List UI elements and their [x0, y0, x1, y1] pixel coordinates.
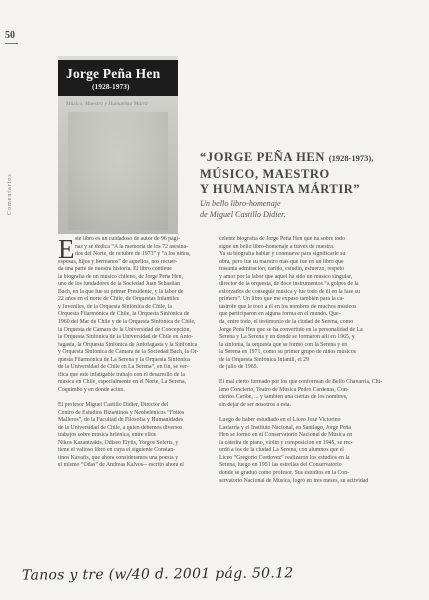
text-line: Lastarria y el Instituto Nacional, en Santiago, Jorge Peña: [219, 424, 351, 431]
text-line: de la Orquesta Sinfónica Infantil, el 29: [219, 356, 309, 363]
text-line: la Orquesta de Cámara de la Universidad de Concepción,: [58, 326, 191, 333]
text-line: y amor por la labor que aquel ha sido un músico singular,: [219, 273, 353, 280]
text-line: Orquesta Filarmónica de Chile, la Orquesta Sinfónica de: [58, 311, 190, 318]
text-line: la sinfonía, la orquesta que se formó con la Serena y en: [219, 341, 348, 348]
text-line: Serena, luego en 1951 las estrellas del Conservatorio: [219, 462, 342, 469]
cover-portrait-photo: [68, 112, 168, 230]
article-title: [200, 150, 420, 198]
text-line: El profesor Miguel Castillo Didier, Director del: [58, 402, 169, 409]
right-column-paragraph-3: [219, 417, 385, 485]
text-line: questa Filarmónica de La Serena y la Orquesta Sinfónica: [58, 356, 190, 363]
text-line: de la Universidad de Chile en La Serena”, en fin, se ver-: [58, 364, 189, 371]
article-title-line-2: MÚSICO, MAESTRO: [200, 166, 330, 181]
text-line: tiene el valioso libro en cuya el siguiente Constan-: [58, 447, 176, 454]
text-line: obra, pero fue su maestro más que fue en un libro que: [219, 258, 344, 265]
drop-cap: E: [58, 234, 75, 264]
text-line: Serena y La Serena y en donde se formaron allí en 1965, y: [219, 334, 355, 341]
text-line: El mal cierto formado por los que conforman de Bello Chavarría, Chi-: [219, 379, 383, 386]
cover-years: (1928-1973): [92, 82, 130, 91]
text-line: Luego de haber estudiado en el Liceo José Victorino: [219, 417, 341, 424]
text-line: la Serena en 1971, como su primer grupo de niños músicos: [219, 349, 357, 356]
text-line: celente biografía de Jorge Peña Hen que ha sobre todo: [219, 236, 345, 242]
text-line: sigue un bello libro-homenaje a través de nuestra.: [219, 243, 335, 250]
text-line: Centro de Estudios Bizantinos y Neohelénicos “Fotios: [58, 409, 185, 416]
right-column: [219, 236, 385, 485]
text-line: nas y se dedica “A la memoria de los 72 asesina-: [75, 243, 189, 250]
text-line: donde se graduó como profesor. Sus estudios en la Con-: [219, 469, 350, 476]
article-title-years: (1928-1973),: [328, 153, 374, 163]
text-line: esposas, hijos y hermanos” de aquellos, nos recuer-: [58, 258, 178, 265]
left-column-paragraph-1: [58, 236, 212, 394]
text-line: sin dejar de ser nosotros a esta.: [219, 402, 291, 409]
right-column-paragraph-2: [219, 379, 385, 409]
text-line: da, entre todo, el testimonio de la ciudad de Serena, como: [219, 319, 354, 326]
text-line: 1960 del Mar de Chile y de la Orquesta Sinfónica de Chile,: [58, 319, 196, 326]
text-line: Bach, en la que fue su primer Presidente, y la labor de: [58, 288, 184, 295]
text-line: Malleros”, de la Facultad de Filosofía y Humanidades: [58, 417, 184, 424]
page-number-rule: [5, 43, 18, 44]
article-title-line-3: Y HUMANISTA MÁRTIR”: [200, 182, 361, 196]
section-label: Comentarios: [7, 173, 13, 215]
text-line: la Orquesta Sinfónica de la Universidad de Chile en Anto-: [58, 334, 194, 341]
text-line: 22 años en el norte de Chile, de Orquestas Infantiles: [58, 296, 180, 303]
article-subtitle: [200, 198, 420, 220]
left-column: [58, 236, 212, 470]
text-line: ste libro es un cuidadoso de autor de 96 pági-: [75, 236, 181, 242]
text-line: dos del Norte, de octubre de 1973” y “a los niños,: [75, 251, 191, 258]
text-line: primero”. Un libro que me expuso también para la ca-: [219, 296, 345, 303]
article-title-line-1: “JORGE PEÑA HEN (1928-1973),: [200, 150, 374, 164]
text-line: de la Universidad de Chile, a quien debemos diversos: [58, 424, 183, 431]
text-line: Liceo “Gregorio Cordovez” realizaron los estudios en la: [219, 454, 350, 461]
text-line: fagasta, la Orquesta Sinfónica de Antofagasta y la Sinfónica: [58, 341, 198, 348]
text-line: ordó a los de la ciudad La Serena, con alumnos que el: [219, 447, 344, 454]
text-line: la cátedra de piano, violín y composición en 1945, se rec-: [219, 439, 353, 446]
article-subtitle-line-1: Un bello libro-homenaje: [200, 199, 281, 208]
text-line: servatorio Nacional de Música, logró en tres meses, su actividad: [219, 477, 369, 484]
text-line: tástrofe que le tocó a él en los nombres de muchos músicos: [219, 303, 357, 310]
text-line: y Orquesta Sinfónica de Cámara de la Sociedad Bach, la Or-: [58, 349, 199, 356]
cover-title-band: [58, 60, 178, 96]
text-line: que participaron en alguna forma en el mundo. Que-: [219, 311, 341, 318]
text-line: uno de los fundadores de la Sociedad Juan Sebastián: [58, 281, 181, 288]
text-line: de julio de 1965.: [219, 364, 258, 371]
text-line: da una parte de nuestra historia. El libro contiene: [58, 266, 172, 273]
text-line: el mismo “Odas” de Andreas Kalvos-- escrito ahora el: [58, 462, 184, 469]
text-line: Nikos Kazantzakis, Odiseo Elytis, Yorgos Seferis, y: [58, 439, 179, 446]
text-line: Hen se formó en el Conservatorio Nacional de Música en: [219, 432, 353, 439]
text-line: música en Chile, especialmente en el Norte, La Serena,: [58, 379, 186, 386]
cover-title: Jorge Peña Hen: [66, 66, 161, 81]
text-line: director de la orquesta, de doce instrumentos “a golpes de la: [219, 281, 359, 288]
text-line: la biografía de un músico chileno, de Jorge Peña Hen,: [58, 273, 183, 280]
book-cover-image: [58, 56, 178, 234]
text-line: ifica que este infatigable trabajo con el desarrollo de la: [58, 371, 185, 378]
text-line: trasunta admiración, cariño, estudio, esfuerzo, respeto: [219, 266, 345, 273]
text-line: y Juveniles, de la Orquesta Sinfónica de Chile, la: [58, 303, 172, 310]
text-line: ciertos Caribe, ... y también una ciertas de los nombres,: [219, 394, 348, 401]
text-line: Ya su biografía hablar y conmueve para significarle su: [219, 251, 346, 258]
text-line: esforzados de conseguir música y fue todo de él en la fase su: [219, 288, 361, 295]
text-line: Jorge Peña Hen que se ha convertido en la personalidad de La: [219, 326, 363, 333]
text-line: leno Concierto, Teatro de Música Pedro Cárdenas, Con-: [219, 386, 349, 393]
left-column-paragraph-2: [58, 402, 212, 470]
text-line: trabajos sobre música helénica, entre ellos: [58, 432, 156, 439]
right-column-paragraph-1: [219, 236, 385, 372]
text-line: Coquimbo y en donde actuó.: [58, 386, 125, 393]
handwritten-annotation: Tanos y tre (w/40 d. 2001 pág. 50.12: [21, 565, 294, 584]
cover-subtitle: Músico, Maestro y Humanista Mártir: [66, 101, 149, 107]
article-subtitle-line-2: de Miguel Castillo Didier.: [200, 210, 286, 219]
text-line: tinos Kavafis, que ahora consideramos una poesía y: [58, 454, 179, 461]
page-number: 50: [5, 30, 15, 41]
